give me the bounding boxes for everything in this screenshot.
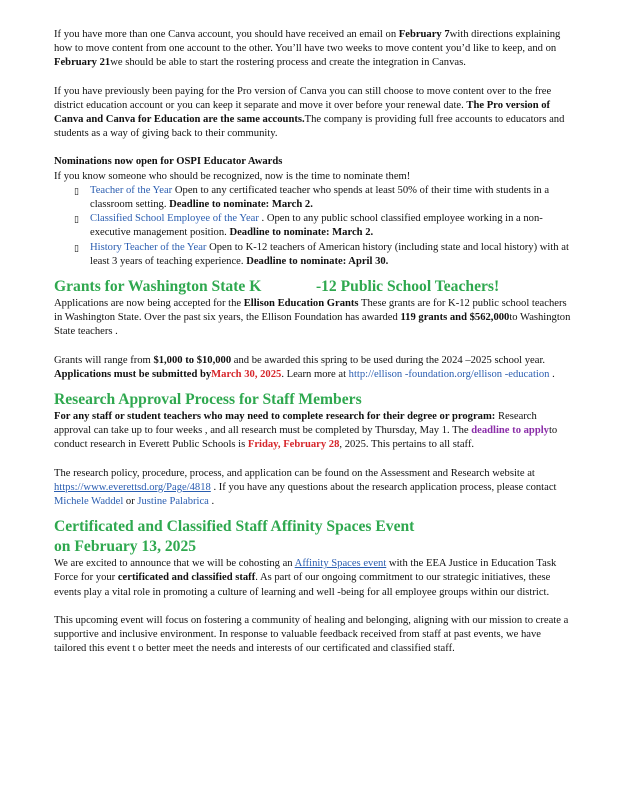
award-item — [74, 212, 572, 240]
date-feb-7: February 7 — [398, 29, 450, 40]
text: with the EEA Justice in Education Task Force for your — [54, 558, 557, 584]
teacher-of-the-year-link[interactable]: Teacher of the Year — [90, 184, 173, 196]
grant-deadline: March 30, 2025 — [211, 368, 282, 380]
text: . — [549, 368, 555, 380]
classified-employee-link[interactable]: Classified School Employee of the Year — [90, 213, 259, 225]
grants-paragraph-1 — [54, 297, 572, 340]
text: The company is providing full free accounts to educators and students as a way of giving back to their community. — [54, 114, 565, 140]
award-item — [74, 184, 572, 212]
text: If you have more than one Canva account, you should have received an email on — [54, 29, 399, 40]
submit-by: Applications must be submitted by — [54, 368, 212, 380]
text: We are excited to announce that we will be cohosting an — [54, 558, 295, 570]
bullet-icon: ▯ — [74, 242, 79, 253]
text: The research policy, procedure, process, and application can be found on the Assessment and Research website at — [54, 467, 535, 479]
research-deadline: Friday, February 28 — [247, 439, 340, 451]
text: Grants will range from — [54, 354, 154, 366]
grants-total: 119 grants and $562,000 — [400, 312, 510, 324]
pro-same-accounts: The Pro version of Canva and Canva for Education are the same accounts. — [54, 99, 551, 126]
grant-range: $1,000 to $10,000 — [153, 354, 232, 366]
deadline-to-apply: deadline to apply — [471, 425, 549, 437]
newsletter-page — [54, 28, 572, 657]
text: with directions explaining how to move content from one account to the other. You’ll have two weeks to move content you’d like to keep, and on — [54, 29, 561, 55]
text: . If you have any questions about the research application process, please contact — [210, 481, 557, 493]
award-desc: . Open to any public school classified employee working in a non-executive management position. — [90, 213, 543, 239]
text: . Learn more at — [281, 368, 349, 380]
text: If you have previously been paying for the Pro version of Canva you can still choose to move content over to the free district education account or you can keep it separate and move it over before your renewal date. — [54, 85, 552, 111]
text: and be awarded this spring to be used during the 2024 –2025 school year. — [231, 354, 546, 366]
grants-heading: Grants for Washington State K -12 Public School Teachers! — [54, 278, 500, 296]
ellison-grants: Ellison Education Grants — [243, 298, 359, 310]
heading-line: on February 13, 2025 — [54, 538, 197, 556]
text: Applications are now being accepted for the — [54, 298, 244, 310]
text: to Washington State teachers . — [54, 312, 571, 338]
bullet-icon: ▯ — [74, 214, 79, 225]
text: or — [123, 496, 138, 508]
heading-line: Certificated and Classified Staff Affinity Spaces Event — [54, 518, 415, 536]
ospi-intro: If you know someone who should be recognized, now is the time to nominate them! — [54, 170, 411, 182]
award-deadline: Deadline to nominate: March 2. — [229, 227, 374, 239]
grants-paragraph-2 — [54, 354, 572, 382]
text: These grants are for K-12 public school teachers in Washington State. Over the past six years, the Ellison Foundation has awarded — [54, 298, 567, 324]
staff-emphasis: certificated and classified staff — [117, 572, 256, 584]
text: we should be able to start the rostering process and create the integration in Canvas. — [110, 57, 466, 69]
affinity-spaces-link[interactable]: Affinity Spaces event — [294, 558, 387, 570]
research-page-link[interactable]: https://www.everettsd.org/Page/4818 — [54, 481, 211, 493]
text: . As part of our ongoing commitment to our strategic initiatives, these events play a vital role in promoting a culture of learning and well -being for all employee groups within our district. — [54, 572, 551, 598]
research-paragraph-2 — [54, 467, 572, 510]
date-feb-21: February 21 — [54, 57, 111, 69]
history-teacher-link[interactable]: History Teacher of the Year — [90, 241, 207, 253]
research-lead: For any staff or student teachers who may need to complete research for their degree or program: — [54, 411, 496, 423]
award-desc: Open to K-12 teachers of American history (including state and local history) with at least 3 years of teaching experience. — [90, 241, 569, 267]
canva-paragraph-2 — [54, 85, 572, 142]
research-paragraph-1 — [54, 410, 572, 453]
affinity-paragraph-2: This upcoming event will focus on fostering a community of healing and belonging, aligning with our mission to create a supportive and inclusive environment. In response to valuable feedback received from staff at past events, we have tailored this event t o better meet the needs and interests of our certificated and classified staff. — [54, 614, 569, 655]
justine-palabrica-link[interactable]: Justine Palabrica — [137, 496, 209, 508]
canva-paragraph-1 — [54, 28, 572, 71]
bullet-icon: ▯ — [74, 185, 79, 196]
text: . — [208, 496, 215, 508]
award-item — [74, 241, 572, 269]
ospi-heading: Nominations now open for OSPI Educator Awards — [54, 156, 283, 168]
award-deadline: Deadline to nominate: March 2. — [169, 199, 313, 211]
award-desc: Open to any certificated teacher who spends at least 50% of their time with students in a classroom setting. — [90, 184, 550, 211]
michele-waddel-link[interactable]: Michele Waddel — [54, 496, 124, 508]
ellison-foundation-link[interactable]: http://ellison -foundation.org/ellison -education — [348, 368, 550, 380]
research-heading: Research Approval Process for Staff Members — [54, 391, 362, 409]
awards-list — [54, 184, 572, 269]
affinity-heading — [54, 517, 572, 557]
text: to conduct research in Everett Public Schools is — [54, 425, 558, 451]
award-deadline: Deadline to nominate: April 30. — [246, 255, 389, 267]
text: Research approval can take up to four weeks , and all research must be completed by Thursday, May 1. The — [54, 411, 537, 437]
text: , 2025. This pertains to all staff. — [339, 439, 475, 451]
affinity-paragraph-1 — [54, 557, 572, 600]
